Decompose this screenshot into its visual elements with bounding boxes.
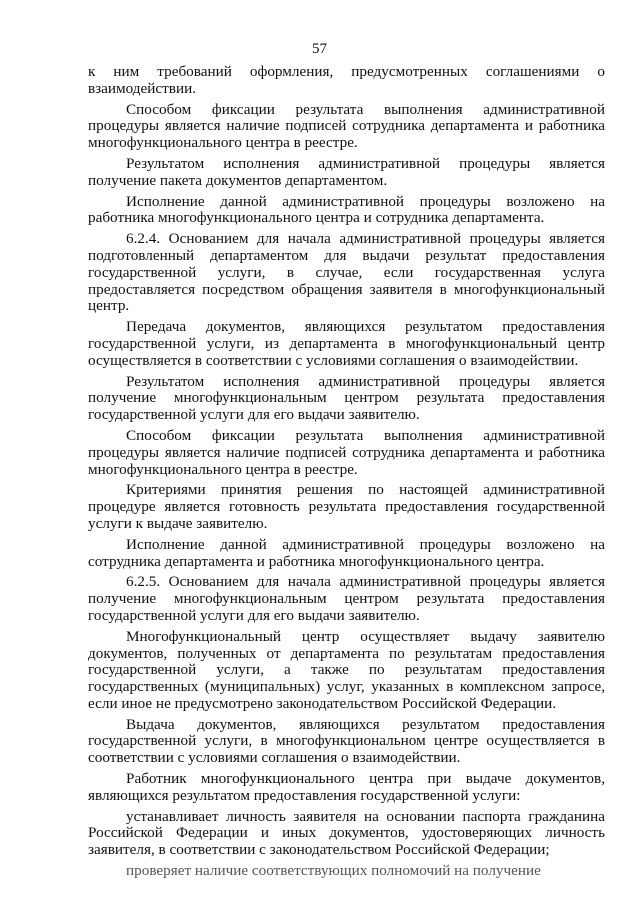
paragraph: устанавливает личность заявителя на основании паспорта гражданина Российской Федерации и иных документов, удостоверяющих личность заявителя, в соответствии с законодательством Российской Федерации; (88, 807, 605, 859)
paragraph: Исполнение данной административной процедуры возложено на работника многофункционального центра и сотрудника департамента. (88, 192, 605, 227)
paragraph: Результатом исполнения административной процедуры является получение многофункциональным центром результата предоставления государственной услуги для его выдачи заявителю. (88, 372, 605, 424)
paragraph: Передача документов, являющихся результатом предоставления государственной услуги, из департамента в многофункциональный центр осуществляется в соответствии с условиями соглашения о взаимодействии. (88, 318, 605, 369)
paragraph: Многофункциональный центр осуществляет выдачу заявителю документов, полученных от департамента по результатам предоставления государственной услуги, а также по результатам предоставления государственных (муниципальных) услуг, указанных в комплексном запросе, если иное не предусмотрено законодательством Российской Федерации. (88, 627, 605, 712)
paragraph: Выдача документов, являющихся результатом предоставления государственной услуги, в многофункциональном центре осуществляется в соответствии с условиями соглашения о взаимодействии. (88, 715, 605, 767)
paragraph: 6.2.4. Основанием для начала административной процедуры является подготовленный департаментом для выдачи результат предоставления государственной услуги, в случае, если государственная услуга предоставляется посредством обращения заявителя в многофункциональный центр. (88, 230, 605, 315)
paragraph: Способом фиксации результата выполнения административной процедуры является наличие подписей сотрудника департамента и работника многофункционального центра в реестре. (88, 426, 605, 478)
paragraph: Критериями принятия решения по настоящей административной процедуре является готовность результата предоставления государственной услуги к выдаче заявителю. (88, 481, 605, 532)
paragraph: Исполнение данной административной процедуры возложено на сотрудника департамента и работника многофункционального центра. (88, 535, 605, 570)
document-body (88, 64, 605, 884)
paragraph: Работник многофункционального центра при выдаче документов, являющихся результатом предоставления государственной услуги: (88, 770, 605, 804)
paragraph: к ним требований оформления, предусмотренных соглашениями о взаимодействии. (88, 63, 605, 97)
paragraph: Результатом исполнения административной процедуры является получение пакета документов департаментом. (88, 154, 605, 189)
paragraph: Способом фиксации результата выполнения административной процедуры является наличие подписей сотрудника департамента и работника многофункционального центра в реестре. (88, 100, 605, 152)
paragraph: 6.2.5. Основанием для начала административной процедуры является получение многофункциональным центром результата предоставления государственной услуги для его выдачи заявителю. (88, 573, 605, 624)
paragraph: проверяет наличие соответствующих полномочий на получение (126, 862, 541, 880)
page-number: 57 (312, 41, 327, 57)
